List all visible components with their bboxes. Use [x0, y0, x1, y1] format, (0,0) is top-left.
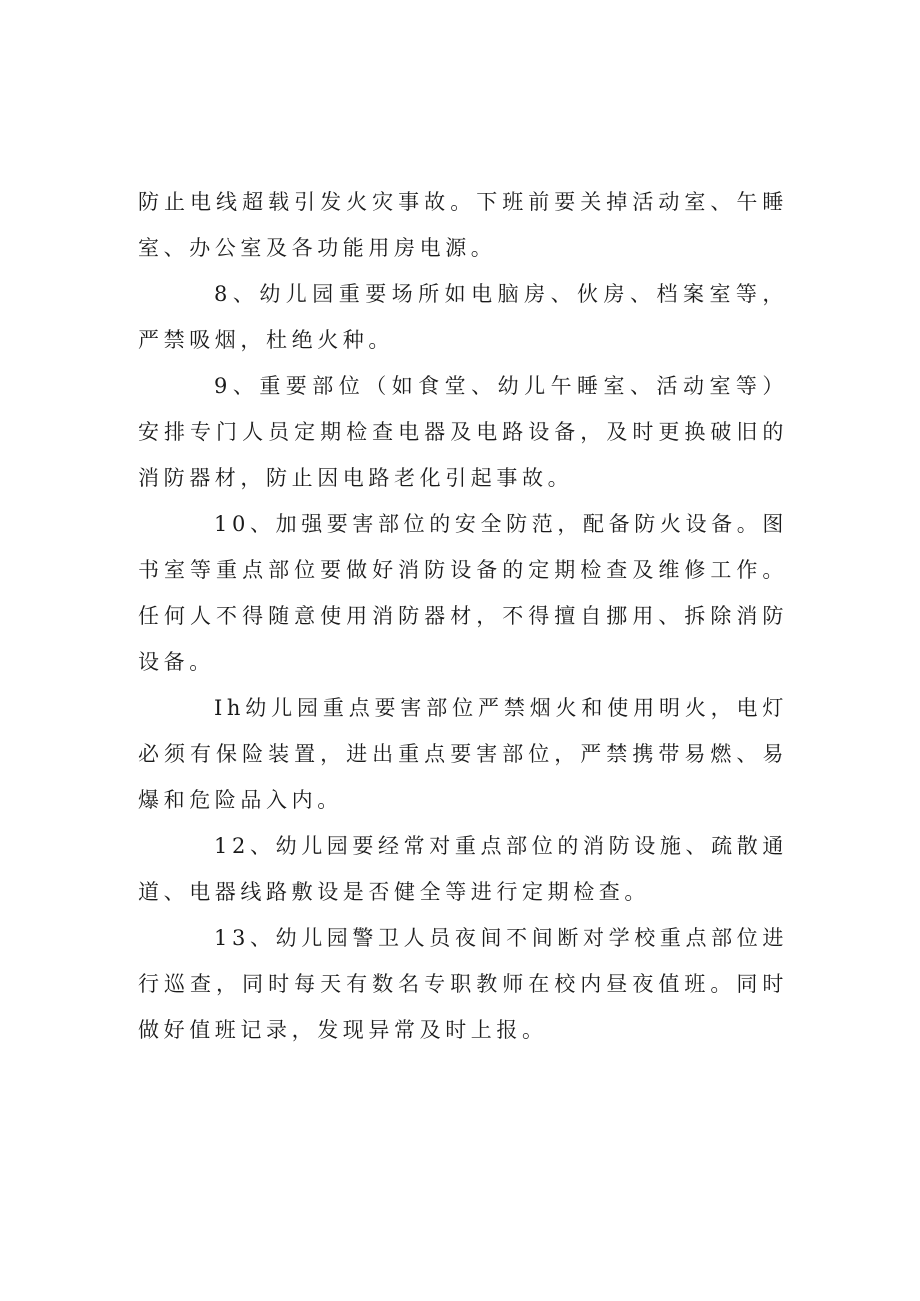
paragraph-item-9: 9、重要部位（如食堂、幼儿午睡室、活动室等）安排专门人员定期检查电器及电路设备，及时更换破旧的消防器材，防止因电路老化引起事故。	[138, 374, 788, 490]
document-body	[138, 179, 788, 1053]
paragraph-item-10: 10、加强要害部位的安全防范，配备防火设备。图书室等重点部位要做好消防设备的定期检查及维修工作。任何人不得随意使用消防器材，不得擅自挪用、拆除消防设备。	[138, 512, 788, 674]
paragraph-continuation: 防止电线超载引发火灾事故。下班前要关掉活动室、午睡室、办公室及各功能用房电源。	[138, 190, 788, 260]
paragraph-item-11: Ih幼儿园重点要害部位严禁烟火和使用明火，电灯必须有保险装置，进出重点要害部位，严禁携带易燃、易爆和危险品入内。	[138, 696, 788, 812]
paragraph-item-13: 13、幼儿园警卫人员夜间不间断对学校重点部位进行巡查，同时每天有数名专职教师在校内昼夜值班。同时做好值班记录，发现异常及时上报。	[138, 926, 788, 1042]
paragraph-item-12: 12、幼儿园要经常对重点部位的消防设施、疏散通道、电器线路敷设是否健全等进行定期检查。	[138, 834, 788, 904]
paragraph-item-8: 8、幼儿园重要场所如电脑房、伙房、档案室等，严禁吸烟，杜绝火种。	[138, 282, 788, 352]
